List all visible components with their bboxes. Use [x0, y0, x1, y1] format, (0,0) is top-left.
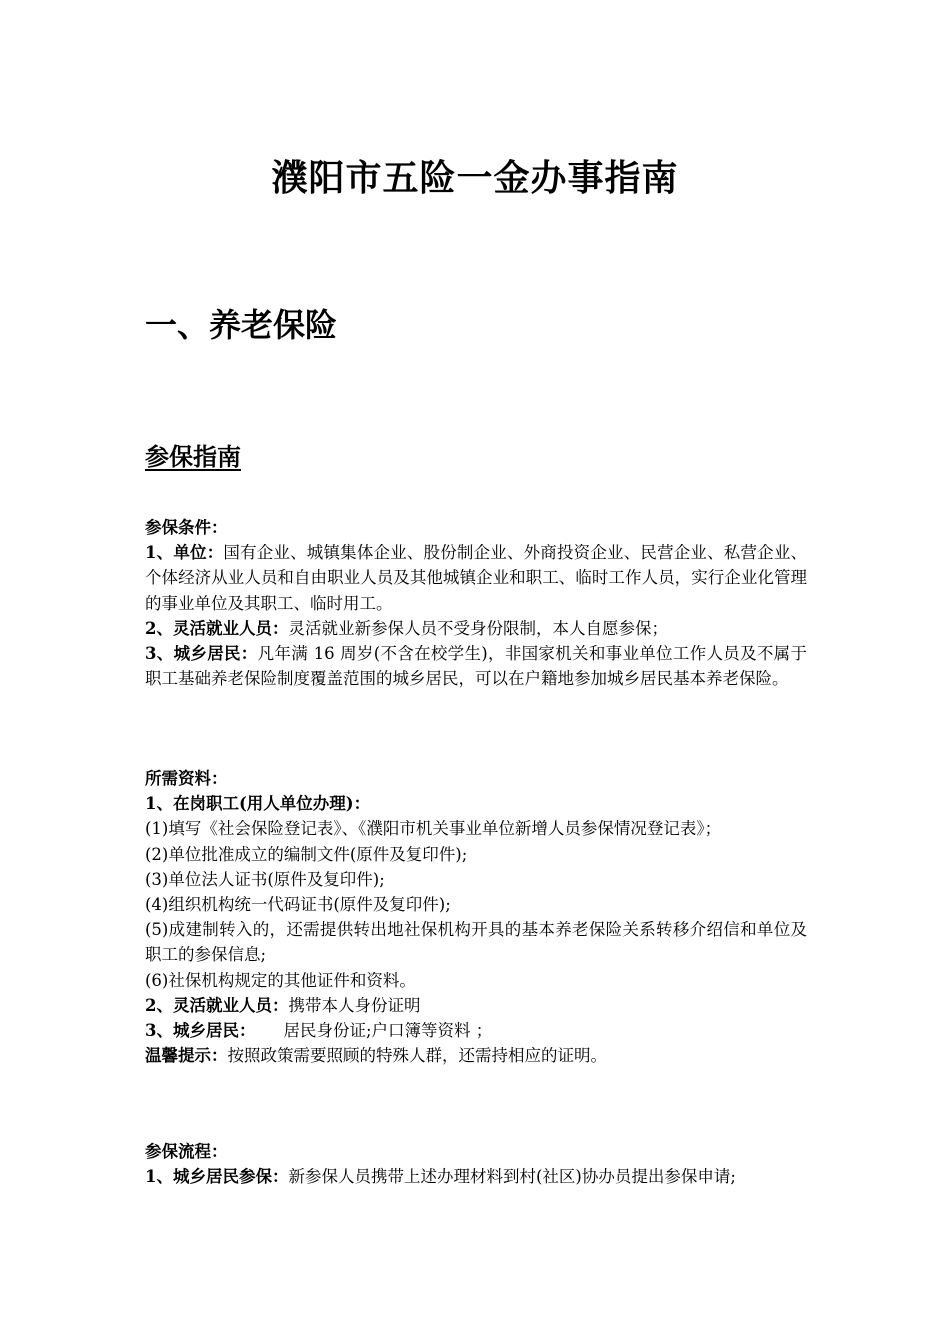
condition-text: 凡年满 16 周岁(不含在校学生)，非国家机关和事业单位工作人员及不属于职工基础养老保险制度覆盖范围的城乡居民，可以在户籍地参加城乡居民基本养老保险。 [145, 644, 807, 689]
materials-employee-label: 1、在岗职工(用人单位办理)： [145, 794, 371, 814]
material-item: (6)社保机构规定的其他证件和资料。 [145, 970, 416, 990]
condition-label: 3、城乡居民： [145, 644, 258, 664]
condition-item-flexible [145, 616, 807, 641]
condition-text: 国有企业、城镇集体企业、股份制企业、外商投资企业、民营企业、私营企业、个体经济从业人员和自由职业人员及其他城镇企业和职工、临时工作人员，实行企业化管理的事业单位及其职工、临时用工。 [145, 543, 808, 613]
materials-label: 3、城乡居民： [145, 1021, 256, 1041]
condition-item-unit [145, 540, 807, 616]
enrollment-process-block [145, 1139, 807, 1189]
condition-item-resident [145, 641, 807, 691]
material-item: (1)填写《社会保险登记表》、《濮阳市机关事业单位新增人员参保情况登记表》； [145, 819, 722, 839]
enrollment-conditions-block [145, 515, 807, 691]
materials-text: 携带本人身份证明 [288, 995, 421, 1015]
conditions-heading: 参保条件： [145, 518, 228, 537]
tip-text: 按照政策需要照顾的特殊人群，还需持相应的证明。 [227, 1046, 607, 1066]
materials-label: 2、灵活就业人员： [145, 995, 289, 1015]
process-text: 新参保人员携带上述办理材料到村(社区)协办员提出参保申请; [288, 1167, 736, 1187]
material-item: (3)单位法人证书(原件及复印件); [145, 869, 385, 889]
tip-label: 温馨提示： [145, 1046, 228, 1066]
required-materials-block [145, 766, 807, 1068]
process-item-resident [145, 1164, 807, 1189]
material-item: (4)组织机构统一代码证书(原件及复印件); [145, 895, 451, 915]
material-item: (2)单位批准成立的编制文件(原件及复印件); [145, 844, 468, 864]
document-title: 濮阳市五险一金办事指南 [271, 157, 679, 199]
materials-flexible-item [145, 993, 807, 1018]
material-item: (5)成建制转入的，还需提供转出地社保机构开具的基本养老保险关系转移介绍信和单位及职工的参保信息; [145, 920, 807, 965]
condition-label: 2、灵活就业人员： [145, 618, 289, 638]
materials-resident-item [145, 1018, 807, 1043]
section-heading-pension: 一、养老保险 [145, 306, 338, 344]
materials-tip [145, 1043, 807, 1068]
condition-text: 灵活就业新参保人员不受身份限制，本人自愿参保； [288, 618, 668, 638]
materials-heading: 所需资料： [145, 769, 228, 788]
process-label: 1、城乡居民参保： [145, 1167, 289, 1187]
process-heading: 参保流程： [145, 1142, 228, 1161]
condition-label: 1、单位： [145, 543, 224, 563]
materials-text: 居民身份证;户口簿等资料 ； [283, 1021, 493, 1041]
sub-heading-enrollment-guide: 参保指南 [145, 442, 241, 471]
